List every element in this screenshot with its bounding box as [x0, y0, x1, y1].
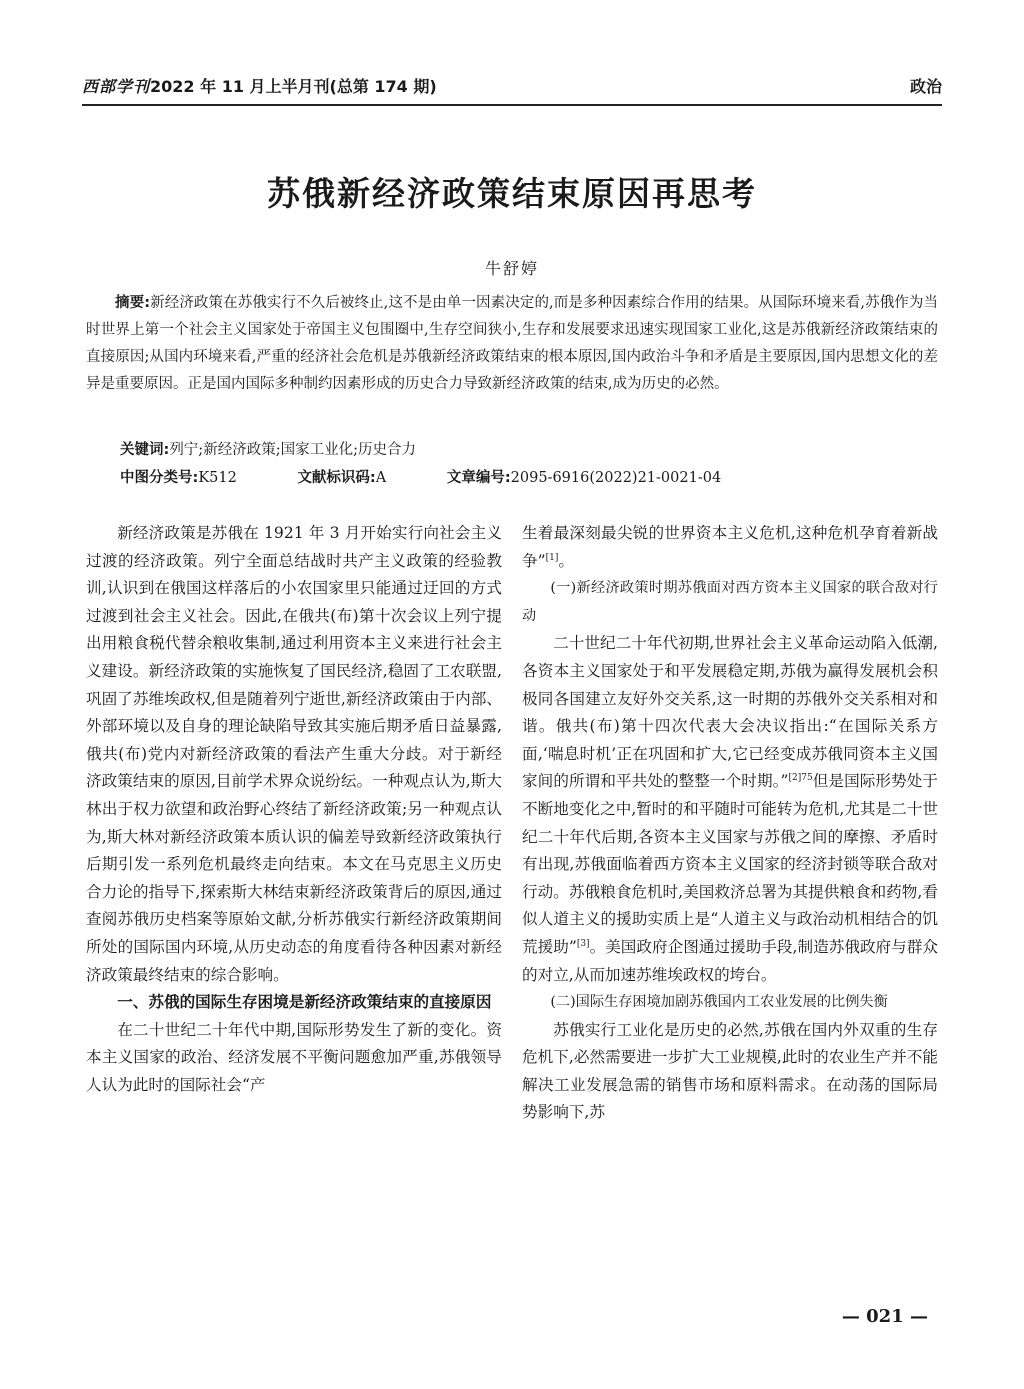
keywords: [120, 437, 938, 464]
paragraph-text: 。: [558, 551, 574, 570]
doc-code-value: A: [375, 470, 387, 486]
abstract-text: 新经济政策在苏俄实行不久后被终止,这不是由单一因素决定的,而是多种因素综合作用的结果。从国际环境来看,苏俄作为当时世界上第一个社会主义国家处于帝国主义包围圈中,生存空间狭小,生存和发展要求迅速实现国家工业化,这是苏俄新经济政策结束的直接原因;从国内环境来看,严重的经济社会危机是苏俄新经济政策结束的根本原因,国内政治斗争和矛盾是主要原因,国内思想文化的差异是重要原因。正是国内国际多种制约因素形成的历史合力导致新经济政策的结束,成为历史的必然。: [86, 295, 938, 392]
article-title: 苏俄新经济政策结束原因再思考: [267, 174, 757, 213]
article-number-value: 2095-6916(2022)21-0021-04: [510, 470, 722, 486]
keywords-label: 关键词:: [120, 442, 170, 458]
subsection-heading: (一)新经济政策时期苏俄面对西方资本主义国家的联合敌对行动: [522, 580, 938, 624]
issue-info: 2022 年 11 月上半月刊(总第 174 期): [150, 77, 437, 96]
paragraph-text: 生着最深刻最尖锐的世界资本主义危机,这种危机孕育着新战争”: [522, 524, 938, 570]
author-name: 牛舒婷: [484, 259, 539, 278]
body-paragraph: 苏俄实行工业化是历史的必然,苏俄在国内外双重的生存危机下,必然需要进一步扩大工业规模,此时的农业生产并不能解决工业发展急需的销售市场和原料需求。在动荡的国际局势影响下,苏: [522, 1020, 938, 1122]
left-column: [86, 520, 502, 1099]
abstract: [86, 290, 938, 398]
section-label: 政治: [909, 77, 942, 96]
paragraph-text: 二十世纪二十年代初期,世界社会主义革命运动陷入低潮,各资本主义国家处于和平发展稳定期,苏俄为赢得发展机会积极同各国建立友好外交关系,这一时期的苏俄外交关系相对和谐。俄共(布)第十四次代表大会决议指出:“在国际关系方面,‘喘息时机’正在巩固和扩大,它已经变成苏俄同资本主义国家间的所谓和平共处的整整一个时期。”: [522, 634, 938, 791]
page-number: — 021 —: [841, 1306, 928, 1327]
clc-label: 中图分类号:: [120, 470, 199, 486]
paragraph-text: 但是国际形势处于不断地变化之中,暂时的和平随时可能转为危机,尤其是二十世纪二十年代后期,各资本主义国家与苏俄之间的摩擦、矛盾时有出现,苏俄面临着西方资本主义国家的经济封锁等联合敌对行动。苏俄粮食危机时,美国救济总署为其提供粮食和药物,看似人道主义的援助实质上是“人道主义与政治动机相结合的饥荒援助”: [522, 772, 938, 956]
clc-value: K512: [198, 470, 237, 486]
body-paragraph: 新经济政策是苏俄在 1921 年 3 月开始实行向社会主义过渡的经济政策。列宁全面总结战时共产主义政策的经验教训,认识到在俄国这样落后的小农国家里只能通过迂回的方式过渡到社会主义社会。因此,在俄共(布)第十次会议上列宁提出用粮食税代替余粮收集制,通过利用资本主义来进行社会主义建设。新经济政策的实施恢复了国民经济,稳固了工农联盟,巩固了苏维埃政权,但是随着列宁逝世,新经济政策由于内部、外部环境以及自身的理论缺陷导致其实施后期矛盾日益暴露,俄共(布)党内对新经济政策的看法产生重大分歧。对于新经济政策结束的原因,目前学术界众说纷纭。一种观点认为,斯大林出于权力欲望和政治野心终结了新经济政策;另一种观点认为,斯大林对新经济政策本质认识的偏差导致新经济政策执行后期引发一系列危机最终走向结束。本文在马克思主义历史合力论的指导下,探索斯大林结束新经济政策背后的原因,通过查阅苏俄历史档案等原始文献,分析苏俄实行新经济政策期间所处的国际国内环境,从历史动态的角度看待各种因素对新经济政策最终结束的综合影响。: [86, 524, 502, 984]
running-header: [82, 70, 942, 106]
keywords-text: 列宁;新经济政策;国家工业化;历史合力: [169, 442, 416, 458]
citation: [2]75: [788, 773, 813, 784]
paragraph-text: 。美国政府企图通过援助手段,制造苏俄政府与群众的对立,从而加速苏维埃政权的垮台。: [522, 937, 938, 984]
citation: [1]: [545, 552, 559, 563]
journal-issue: [82, 74, 437, 97]
citation: [3]: [576, 938, 590, 949]
classification-line: [120, 465, 938, 492]
subsection-heading: (二)国际生存困境加剧苏俄国内工农业发展的比例失衡: [550, 994, 888, 1011]
journal-logo: 西部学刊: [82, 77, 151, 96]
body-paragraph: [522, 630, 938, 989]
section-heading: 一、苏俄的国际生存困境是新经济政策结束的直接原因: [117, 993, 492, 1012]
doc-code-label: 文献标识码:: [297, 470, 376, 486]
abstract-label: 摘要:: [115, 295, 151, 311]
right-column: [522, 520, 938, 1127]
article-number-label: 文章编号:: [446, 470, 511, 486]
body-paragraph: 在二十世纪二十年代中期,国际形势发生了新的变化。资本主义国家的政治、经济发展不平衡问题愈加严重,苏俄领导人认为此时的国际社会“产: [86, 1020, 502, 1094]
body-paragraph-continued: [522, 520, 938, 575]
